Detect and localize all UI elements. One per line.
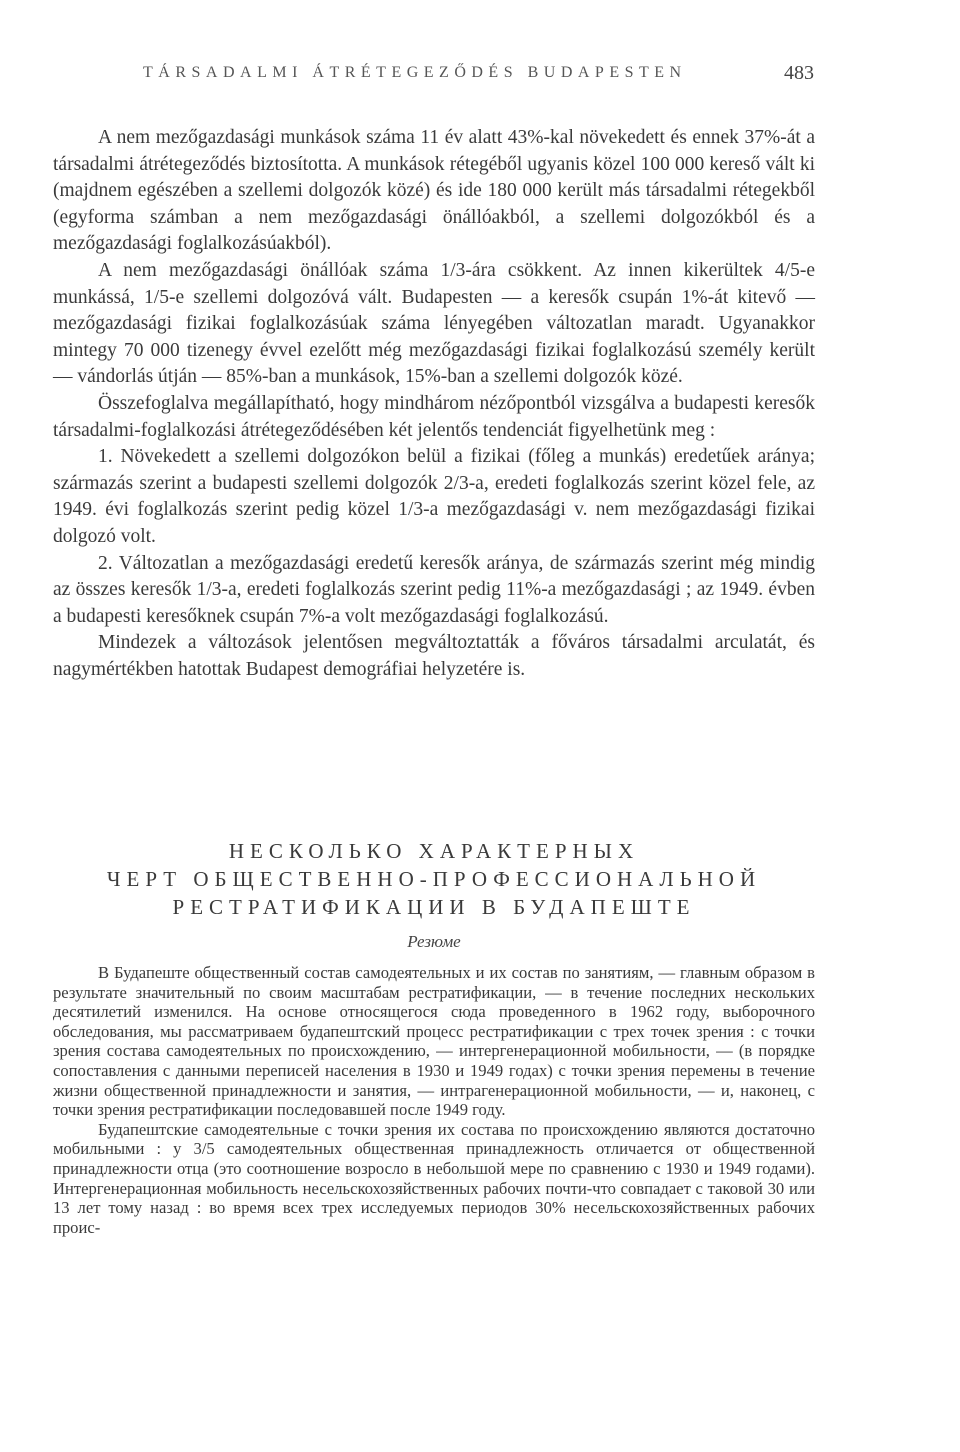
summary-title-line: НЕСКОЛЬКО ХАРАКТЕРНЫХ xyxy=(228,839,640,863)
hungarian-body xyxy=(53,125,815,683)
paragraph: Будапештские самодеятельные с точки зрения их состава по происхождению являются достаточно мобильными : у 3/5 самодеятельных общественная принадлежность отличается от общественной принадлежности отца (это соотношение возросло в небольшой мере по сравнению с 1930 и 1949 годами). Интергенерационная мобильность несельскохозяйственных рабочих почти-что совпадает с таковой 30 или 13 лет тому назад : во время всех трех исследуемых периодов 30% несельскохозяйственных рабочих проис- xyxy=(53,1119,815,1237)
paragraph: A nem mezőgazdasági munkások száma 11 év alatt 43%-kal növekedett és ennek 37%-át a társadalmi átrétegeződés biztosította. A munkások rétegéből ugyanis közel 100 000 kereső vált ki (majdnem egészében a szellemi dolgozók közé) és ide 180 000 került más társadalmi rétegekből (egyforma számban a nem mezőgazdasági önállóakból, a szellemi dolgozókból és a mezőgazdasági foglalkozásúakból). xyxy=(53,127,815,255)
paragraph: В Будапеште общественный состав самодеятельных и их состав по занятиям, — главным образом в результате значительный по своим масштабам рестратификации, — в течение последних нескольких десятилетий изменился. На основе относящегося сюда проведенного в 1962 году, выборочного обследования, мы рассматриваем будапештский процесс рестратификации с трех точек зрения : с точки зрения состава самодеятельных по происхождению, — интергенерационной мобильности, — (в порядке сопоставления с данными переписей населения в 1930 и 1949 годах) с точки зрения перемены в течение жизни общественной принадлежности и занятия, — интрагенерационной мобильности, — и, наконец, с точки зрения рестратификации последовавшей после 1949 году. xyxy=(53,963,815,1120)
page-number: 483 xyxy=(784,62,814,84)
paragraph: A nem mezőgazdasági önállóak száma 1/3-ára csökkent. Az innen kikerültek 4/5-e munkássá, 1/5-e szellemi dolgozóvá vált. Budapesten — a keresők csupán 1%-át kitevő — mezőgazdasági fizikai foglalkozásúak száma lényegében változatlan maradt. Ugyanakkor mintegy 70 000 tizenegy évvel ezelőtt még mezőgazdasági fizikai foglalkozású személy került — vándorlás útján — 85%-ban a munkások, 15%-ban a szellemi dolgozók közé. xyxy=(53,259,815,388)
summary-body xyxy=(53,963,815,1237)
summary-label: Резюме xyxy=(407,932,461,951)
paragraph: Mindezek a változások jelentősen megváltoztatták a főváros társadalmi arculatát, és nagymértékben hatottak Budapest demográfiai helyzetére is. xyxy=(53,632,815,680)
paragraph: 1. Növekedett a szellemi dolgozókon belül a fizikai (főleg a munkás) eredetűek aránya; származás szerint a budapesti szellemi dolgozók 2/3-a, eredeti foglalkozás szerint közel fele, az 1949. évi foglalkozás szerint pedig közel 1/3-a mezőgazdasági v. nem mezőgazdasági fizikai dolgozó volt. xyxy=(53,446,815,547)
summary-title-line: РЕСТРАТИФИКАЦИИ В БУДАПЕШТЕ xyxy=(172,895,696,919)
summary-title xyxy=(53,837,815,921)
summary-title-line: ЧЕРТ ОБЩЕСТВЕННО-ПРОФЕССИОНАЛЬНОЙ xyxy=(106,867,762,891)
paragraph: Összefoglalva megállapítható, hogy mindhárom nézőpontból vizsgálva a budapesti keresők társadalmi-foglalkozási átrétegeződésében két jelentős tendenciát figyelhetünk meg : xyxy=(53,392,815,441)
running-head: TÁRSADALMI ÁTRÉTEGEZŐDÉS BUDAPESTEN xyxy=(143,64,687,81)
paragraph: 2. Változatlan a mezőgazdasági eredetű keresők aránya, de származás szerint még mindig az összes keresők 1/3-a, eredeti foglalkozás szerint pedig 11%-a mezőgazdasági ; az 1949. évben a budapesti keresőknek csupán 7%-a volt mezőgazdasági foglalkozású. xyxy=(53,552,815,627)
